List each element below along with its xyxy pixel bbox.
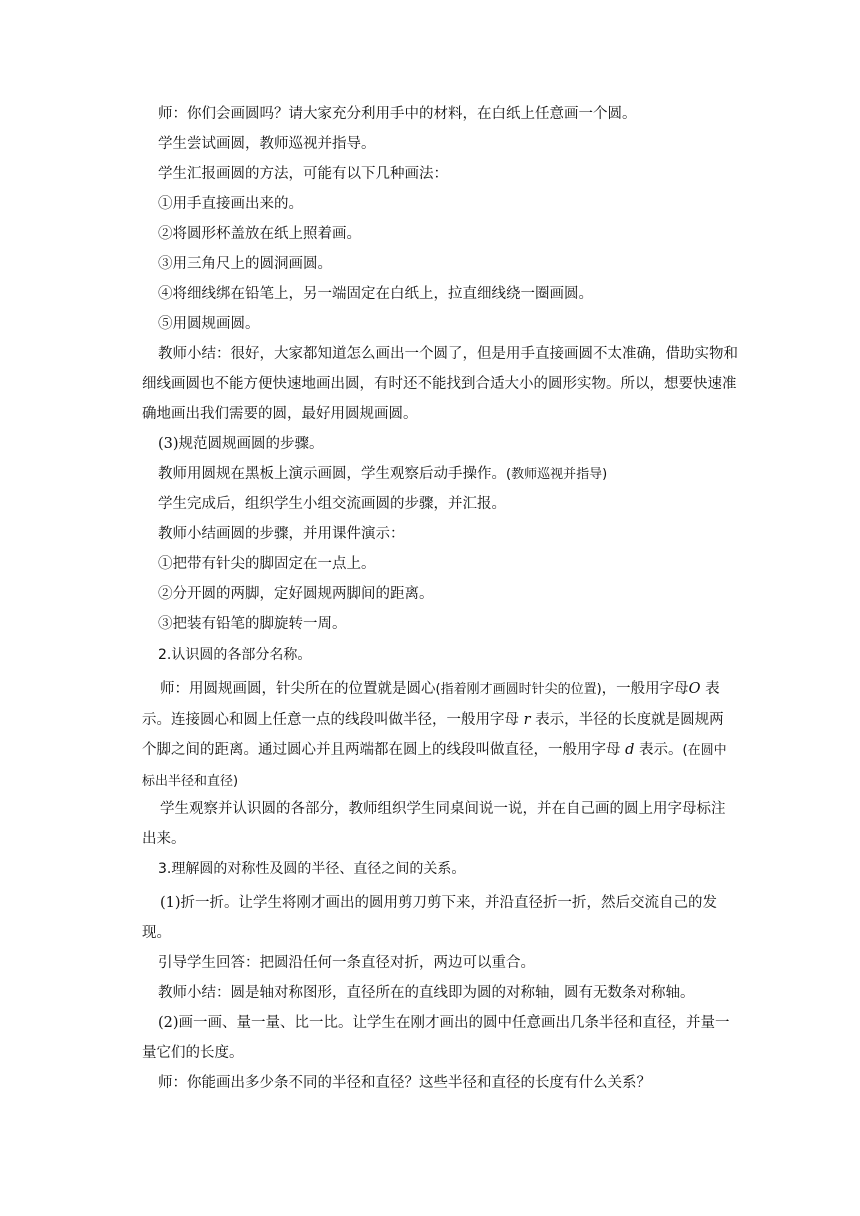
demo-note: (教师巡视并指导) (506, 467, 608, 482)
letter-r: r (523, 712, 531, 728)
paragraph-step-summary: 教师小结画圆的步骤，并用课件演示： (158, 526, 405, 542)
section-heading-3: 3.理解圆的对称性及圆的半径、直径之间的关系。 (158, 861, 466, 877)
parts-text-c: 表示。连接圆心和圆上任意一点的线段叫做半径，一般用字母 (142, 681, 720, 728)
list-item-step-1: ①把带有针尖的脚固定在一点上。 (158, 556, 376, 572)
parts-note-b: (在圆中标出半径和直径) (142, 743, 727, 789)
paragraph-final-question: 师：你能画出多少条不同的半径和直径？这些半径和直径的长度有什么关系？ (158, 1075, 651, 1091)
section-heading-2: 2.认识圆的各部分名称。 (158, 647, 312, 663)
paragraph-step-heading: (3)规范圆规画圆的步骤。 (158, 436, 324, 452)
letter-o: O (688, 681, 701, 697)
list-item-step-3: ③把装有铅笔的脚旋转一周。 (158, 616, 347, 632)
parts-text-a: 师：用圆规画圆，针尖所在的位置就是圆心 (160, 681, 436, 697)
letter-d: d (625, 742, 635, 758)
paragraph-guide-answer: 引导学生回答：把圆沿任何一条直径对折，两边可以重合。 (158, 955, 535, 971)
list-item-method-4: ④将细线绑在铅笔上，另一端固定在白纸上，拉直细线绕一圈画圆。 (158, 286, 593, 302)
paragraph-circle-parts (142, 674, 738, 797)
paragraph-group-share: 学生完成后，组织学生小组交流画圆的步骤，并汇报。 (158, 496, 506, 512)
parts-text-b: ，一般用字母 (601, 681, 689, 697)
paragraph-symmetry-summary: 教师小结：圆是轴对称图形，直径所在的直线即为圆的对称轴，圆有无数条对称轴。 (158, 985, 695, 1001)
parts-note-a: (指着刚才画圆时针尖的位置) (435, 682, 602, 697)
paragraph-teacher-question: 师：你们会画圆吗？请大家充分利用手中的材料，在白纸上任意画一个圆。 (158, 106, 637, 122)
list-item-method-2: ②将圆形杯盖放在纸上照着画。 (158, 226, 361, 242)
paragraph-teacher-summary: 教师小结：很好，大家都知道怎么画出一个圆了，但是用手直接画圆不太准确，借助实物和细线画圆也不能方便快速地画出圆，有时还不能找到合适大小的圆形实物。所以，想要快速准确地画出我们需要的圆，最好用圆规画圆。 (142, 346, 738, 422)
parts-text-e: 表示。 (634, 742, 683, 758)
paragraph-student-try: 学生尝试画圆，教师巡视并指导。 (158, 136, 376, 152)
paragraph-student-report: 学生汇报画圆的方法，可能有以下几种画法： (158, 166, 448, 182)
demo-text: 教师用圆规在黑板上演示画圆，学生观察后动手操作。 (158, 466, 506, 482)
parts-text-d: 表示，半径的长度就是圆规两个脚之间的距离。通过圆心并且两端都在圆上的线段叫做直径，一般用字母 (142, 712, 724, 758)
list-item-method-3: ③用三角尺上的圆洞画圆。 (158, 256, 332, 272)
paragraph-demo (142, 459, 738, 490)
list-item-method-1: ①用手直接画出来的。 (158, 196, 303, 212)
paragraph-student-observe: 学生观察并认识圆的各部分，教师组织学生同桌间说一说，并在自己画的圆上用字母标注出来。 (142, 801, 726, 847)
list-item-step-2: ②分开圆的两脚，定好圆规两脚间的距离。 (158, 586, 434, 602)
paragraph-fold: (1)折一折。让学生将刚才画出的圆用剪刀剪下来，并沿直径折一折，然后交流自己的发现。 (142, 895, 718, 941)
paragraph-draw-measure: (2)画一画、量一量、比一比。让学生在刚才画出的圆中任意画出几条半径和直径，并量一量它们的长度。 (142, 1015, 730, 1061)
list-item-method-5: ⑤用圆规画圆。 (158, 316, 260, 332)
